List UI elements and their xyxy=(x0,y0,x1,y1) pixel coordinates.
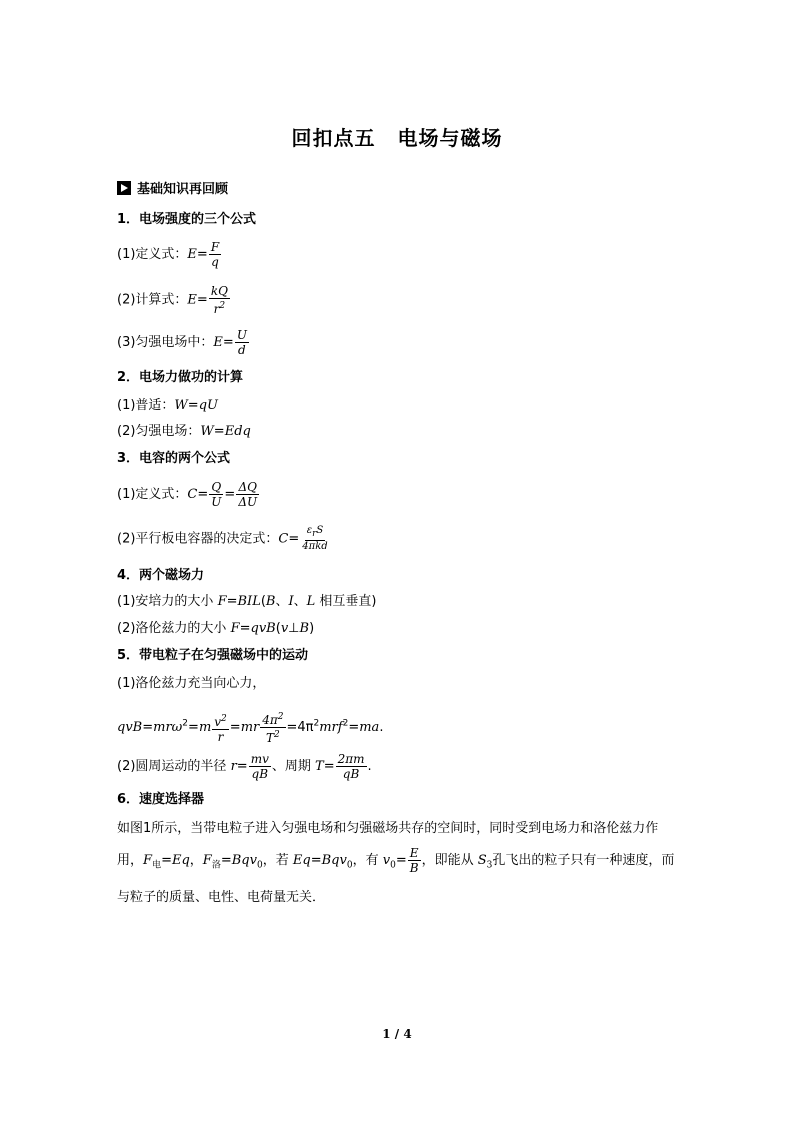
formula-work-general: (1)普适：W=qU xyxy=(117,398,218,413)
formula-centripetal-chain: qvB=mrω$^2$=m $\frac{v^2}{r}$ =mr $\frac{4\pi^2}{T^2}$ $=4\pi^2mrf^2=ma$. xyxy=(117,712,384,745)
title-part-1: 回扣点五 xyxy=(291,126,376,150)
page-number: 1 / 4 xyxy=(382,1027,412,1041)
formula-capacitance-definition: (1)定义式：C= $\frac{Q}{U}$ = $\frac{\Delta Q}{\Delta U}$ xyxy=(117,480,258,509)
title-part-2: 电场与磁场 xyxy=(397,126,503,150)
formula-work-uniform: (2)匀强电场：W=Edq xyxy=(117,424,251,439)
heading-1: 1．电场强度的三个公式 xyxy=(117,212,257,227)
page-title xyxy=(0,122,794,151)
section-header-label: 基础知识再回顾 xyxy=(137,182,229,197)
formula-radius-period: (2)圆周运动的半径 r= $\frac{mv}{qB}$ 、周期 T= $\frac{2\pi m}{qB}$ . xyxy=(117,752,372,781)
section-header xyxy=(117,178,228,197)
heading-4: 4．两个磁场力 xyxy=(117,568,205,583)
velocity-selector-paragraph: 如图1所示，当带电粒子进入匀强电场和匀强磁场共存的空间时，同时受到电场力和洛伦兹力作用，$F_电=Eq$，$F_洛=Bqv_0$，若 Eq=Bqv$_0$，有 $v_0=$ $\frac{E}{B}$ ，即能从 $S_3$孔飞出的粒子只有一种速度，而与粒子的质量、电性、电荷量无关． xyxy=(117,821,675,905)
formula-e-definition: (1)定义式：E= $\frac{F}{q}$ xyxy=(117,240,220,269)
play-triangle-icon xyxy=(117,181,131,195)
formula-e-calculation: (2)计算式：E= $\frac{kQ}{r^2}$ xyxy=(117,284,228,316)
formula-ampere-force: (1)安培力的大小 F=BIL(B、I、L 相互垂直) xyxy=(117,594,377,609)
formula-lorentz-force: (2)洛伦兹力的大小 F=qvB(v⊥B) xyxy=(117,621,315,636)
heading-2: 2．电场力做功的计算 xyxy=(117,370,244,385)
heading-5: 5．带电粒子在匀强磁场中的运动 xyxy=(117,648,309,663)
lorentz-centripetal-text: (1)洛伦兹力充当向心力， xyxy=(117,676,266,691)
formula-capacitance-plate: (2)平行板电容器的决定式：C= $\frac{\varepsilon_rS}{\text{4πkd}}$ xyxy=(117,525,328,552)
heading-3: 3．电容的两个公式 xyxy=(117,451,231,466)
heading-6: 6．速度选择器 xyxy=(117,792,205,807)
formula-e-uniform: (3)匀强电场中：E= $\frac{U}{d}$ xyxy=(117,328,247,357)
